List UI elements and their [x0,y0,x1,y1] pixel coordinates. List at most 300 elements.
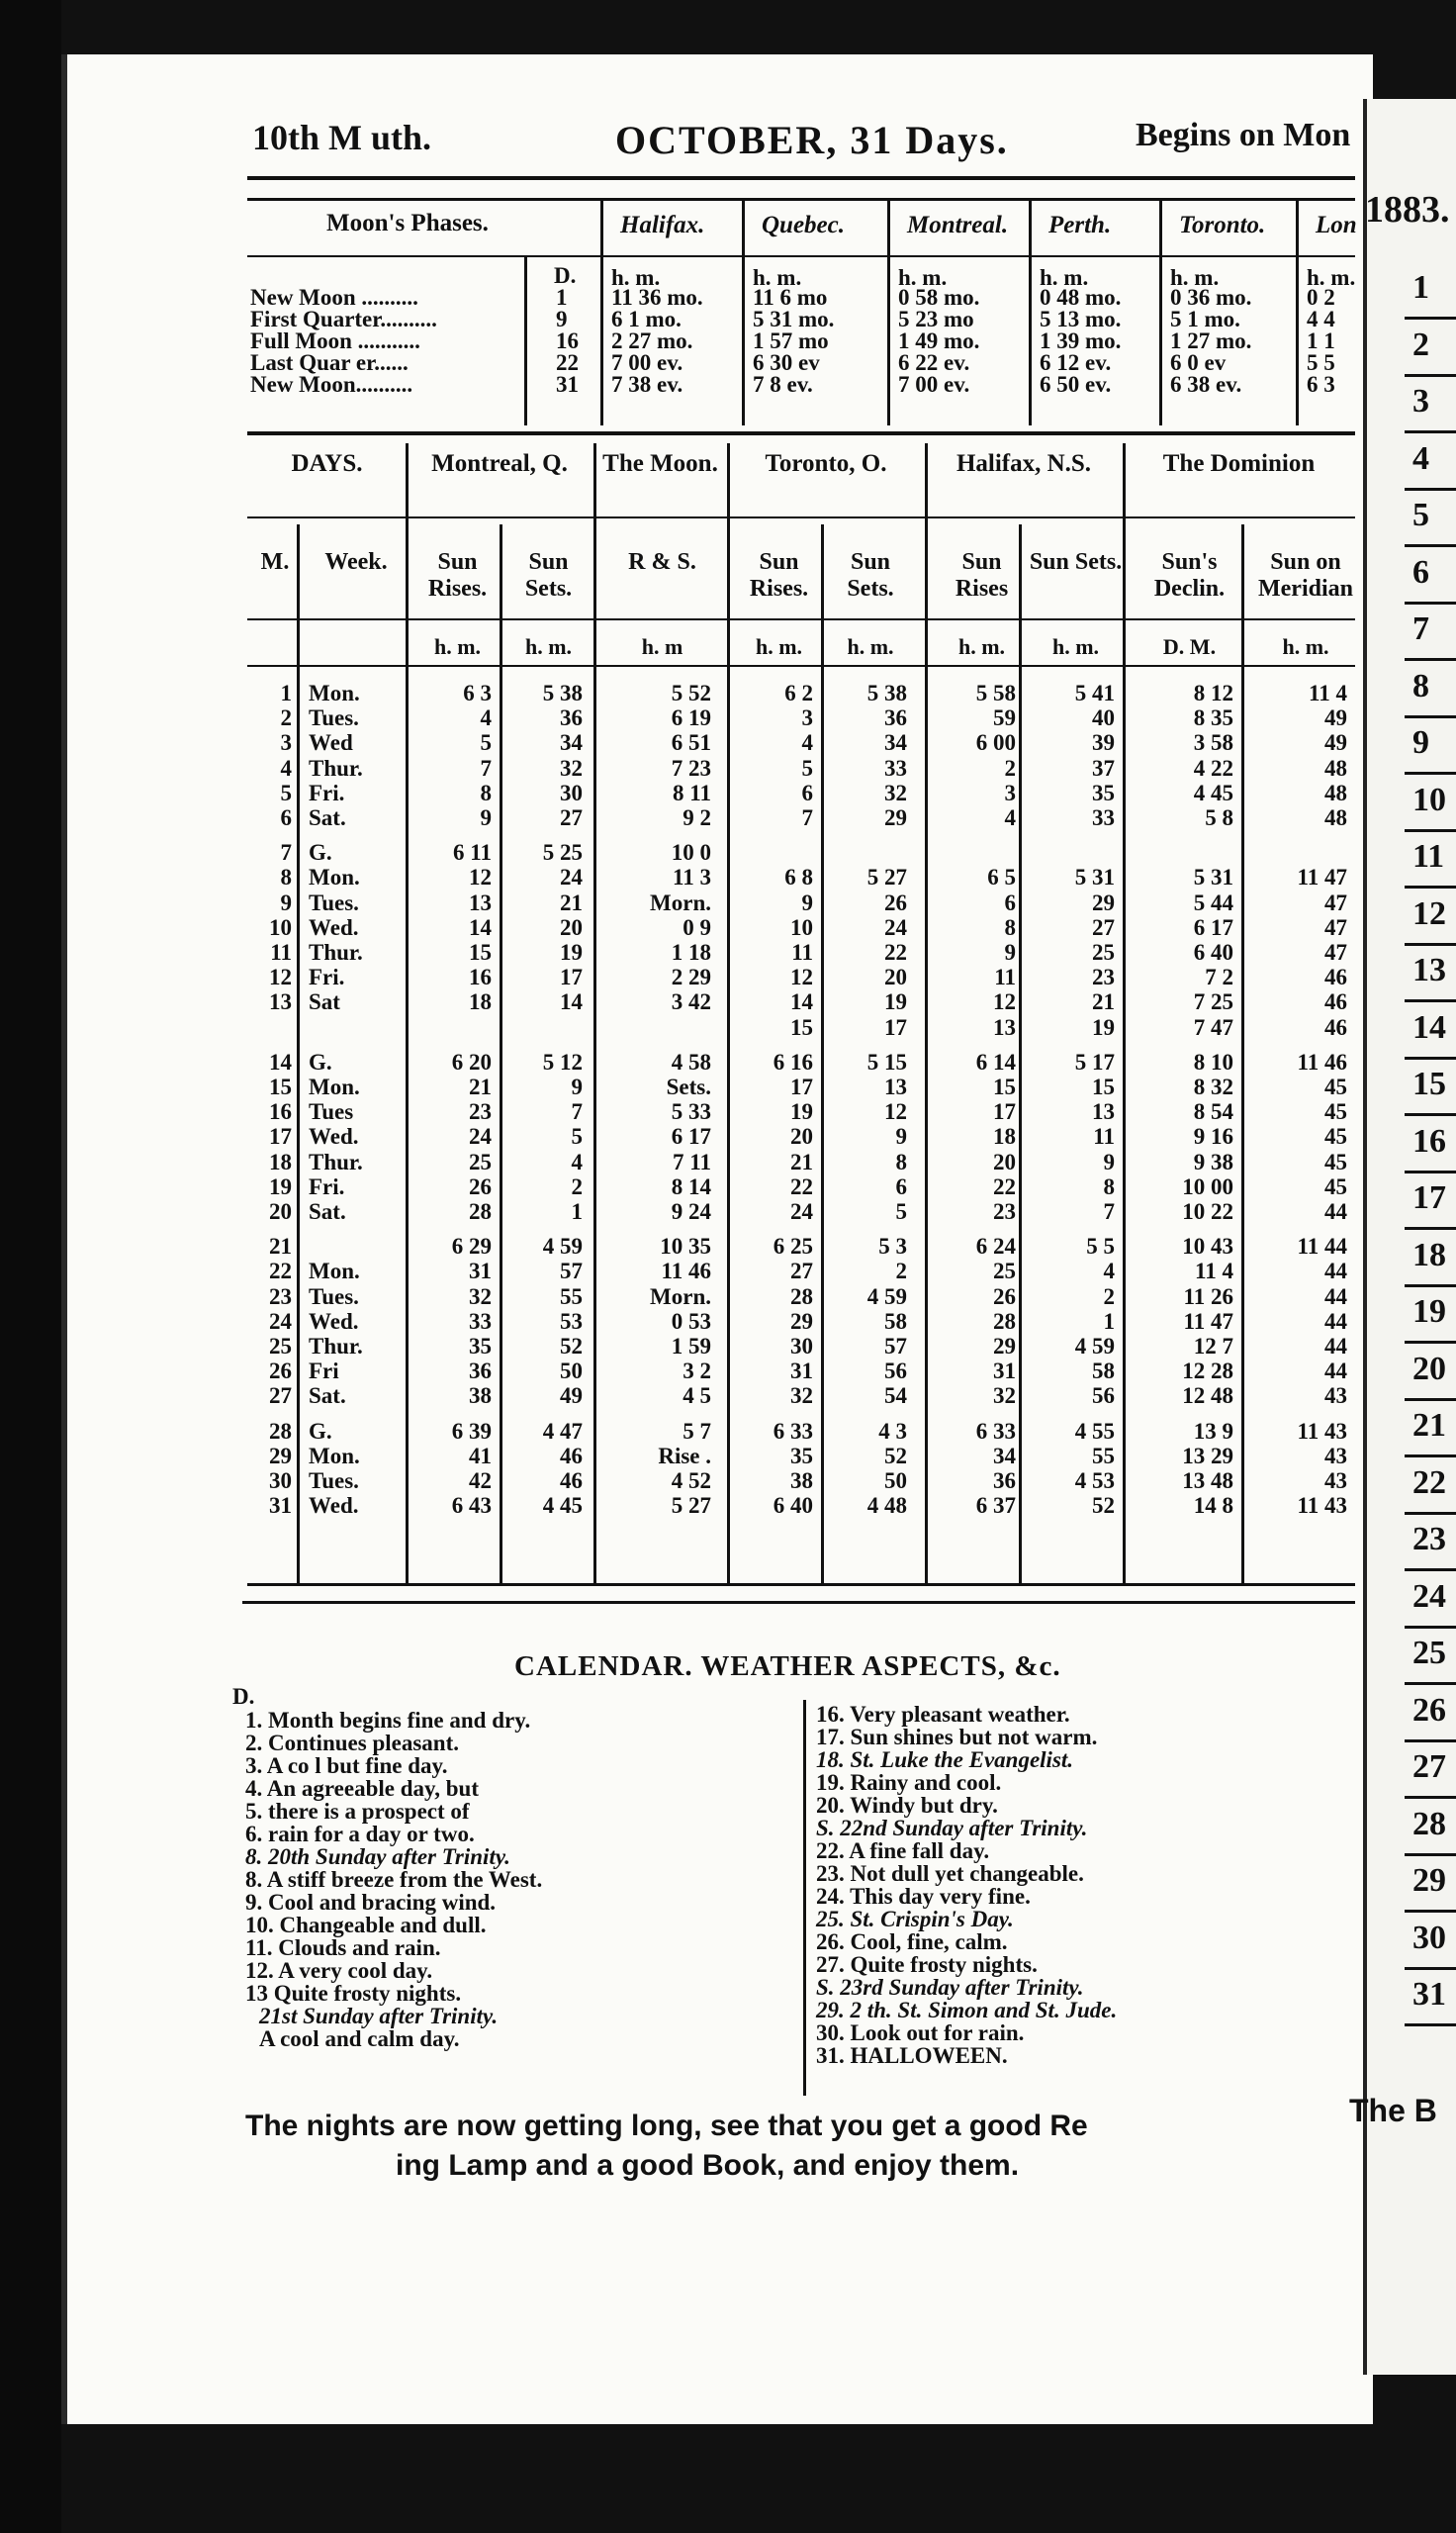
table-cell: Thur. [309,1334,363,1359]
table-cell: 6 [280,805,292,830]
phases-bottom-rule [247,431,1355,435]
table-cell: 1 [1103,1308,1115,1334]
table-cell: 47 [1324,940,1347,965]
table-cell: 47 [1324,890,1347,915]
table-cell: Wed. [309,914,359,940]
right-page-number: 18 [1412,1236,1446,1273]
table-cell: 5 25 [542,840,583,866]
table-cell: 35 [790,1443,813,1468]
table-cell: 11 [994,965,1016,990]
aspect-right-item: 22. A fine fall day. [816,1838,990,1863]
phase-time: 11 6 mo [753,285,828,310]
table-cell: 36 [560,705,583,731]
table-cell: 45 [1324,1075,1347,1099]
table-cell: Sat. [309,1383,346,1409]
right-page-rule [1405,1284,1456,1287]
table-cell: 49 [1324,705,1347,731]
table-cell: 13 9 [1193,1418,1233,1444]
table-cell: 8 [895,1149,907,1174]
table-cell: 31 [469,1259,492,1284]
table-cell: 29 [884,805,907,830]
table-cell: 57 [884,1334,907,1359]
table-cell: 8 [1103,1173,1115,1199]
table-cell: 4 [571,1149,583,1174]
table-cell: Sat [309,989,340,1015]
table-cell: 1 [571,1199,583,1224]
column-header: Sun Rises. [749,549,809,602]
table-cell: Rise . [658,1443,711,1468]
table-cell: 32 [993,1383,1016,1409]
table-cell: 26 [269,1359,292,1384]
table-cell: 26 [469,1173,492,1199]
table-cell: 44 [1324,1283,1347,1309]
table-cell: 27 [1092,914,1115,940]
table-cell: Wed. [309,1493,359,1519]
table-cell: G. [309,1049,332,1075]
table-cell: 6 5 [987,865,1016,891]
table-cell: 7 [571,1099,583,1125]
table-cell: 25 [993,1259,1016,1284]
table-cell: 45 [1324,1149,1347,1174]
table-cell: 13 29 [1182,1443,1233,1468]
city-header: Quebec. [762,212,845,238]
table-divider [297,524,300,1583]
table-cell: 2 [280,705,292,731]
table-cell: 5 58 [975,681,1016,705]
aspects-d-label: D. [232,1684,255,1709]
table-cell: 5 17 [1074,1049,1115,1075]
table-cell: Mon. [309,865,360,891]
table-cell: 12 [790,965,813,990]
table-cell: 20 [884,965,907,990]
phase-day: 9 [556,307,568,331]
table-cell: 17 [884,1014,907,1040]
table-cell: 3 42 [671,989,711,1015]
right-page-rule [1405,829,1456,832]
table-cell: 5 15 [866,1049,907,1075]
table-cell: 13 [269,989,292,1015]
phase-time: 6 1 mo. [611,307,682,331]
table-cell: 1 18 [671,940,711,965]
table-cell: 14 [269,1049,292,1075]
table-cell: 32 [884,780,907,805]
table-cell: 7 2 [1205,965,1233,990]
table-cell: 24 [469,1124,492,1150]
table-cell: 4 58 [671,1049,711,1075]
table-cell: 6 11 [453,840,492,866]
table-cell: 31 [269,1493,292,1519]
unit-label: h. m. [1282,634,1329,659]
city-header: Montreal. [907,212,1009,238]
aspect-right-item: 24. This day very fine. [816,1884,1031,1909]
table-cell: 11 44 [1297,1234,1347,1260]
table-cell: 6 33 [773,1418,813,1444]
table-cell: 13 [884,1075,907,1099]
city-divider [1029,198,1032,425]
right-page-rule [1405,772,1456,775]
phase-day: 31 [556,372,579,397]
table-cell: 29 [790,1308,813,1334]
aspects-rule [242,1601,1355,1604]
right-page-rule [1405,1910,1456,1913]
table-cell: 5 44 [1193,890,1233,915]
table-cell: 8 [280,865,292,891]
table-cell: 8 12 [1193,681,1233,705]
table-cell: 30 [269,1468,292,1493]
unit-rule [247,665,1355,667]
table-cell: Mon. [309,681,360,705]
table-cell: 5 8 [1205,805,1233,830]
table-cell: 15 [469,940,492,965]
table-cell: 18 [469,989,492,1015]
phase-name: Last Quar er...... [250,350,409,375]
column-header: R & S. [628,549,696,575]
table-cell: 9 24 [671,1199,711,1224]
phase-time: 2 27 mo. [611,328,693,353]
hm-label: h. m. [611,265,661,290]
header-rule [247,176,1355,180]
table-cell: 46 [1324,965,1347,990]
table-cell: 11 46 [1297,1049,1347,1075]
right-page-rule [1405,1454,1456,1457]
table-cell: 11 [270,940,292,965]
phases-top-rule [247,198,1355,201]
table-cell: 4 55 [1074,1418,1115,1444]
table-cell: 8 11 [673,780,711,805]
table-cell: 32 [790,1383,813,1409]
table-cell: 4 3 [878,1418,907,1444]
aspect-right-item: 25. St. Crispin's Day. [816,1907,1014,1931]
table-cell: 18 [269,1149,292,1174]
aspect-right-item: S. 22nd Sunday after Trinity. [816,1816,1088,1840]
table-cell: 19 [1092,1014,1115,1040]
phase-time: 1 1 [1307,328,1335,353]
hm-label: h. m. [898,265,948,290]
aspect-right-item: 30. Look out for rain. [816,2020,1025,2045]
table-cell: 6 14 [975,1049,1016,1075]
group-header: DAYS. [291,450,363,477]
right-page-rule [1405,374,1456,377]
table-cell: Fri. [309,965,345,990]
right-page-number: 9 [1412,724,1429,761]
table-cell: 7 47 [1193,1014,1233,1040]
table-cell: 11 3 [673,865,711,891]
table-cell: 27 [269,1383,292,1409]
phase-time: 6 12 ev. [1040,350,1112,375]
table-cell: 2 [895,1259,907,1284]
hm-label: h. m. [1040,265,1089,290]
table-cell: 17 [790,1075,813,1099]
right-page-rule [1405,602,1456,605]
table-cell: 24 [560,865,583,891]
table-cell: 25 [469,1149,492,1174]
table-cell: 14 [790,989,813,1015]
table-cell: 16 [469,965,492,990]
right-page-number: 1 [1412,269,1429,306]
column-header: Sun Rises [955,549,1009,602]
table-cell: Mon. [309,1075,360,1099]
table-cell: 9 2 [682,805,711,830]
phase-time: 7 00 ev. [898,372,970,397]
phase-time: 5 13 mo. [1040,307,1122,331]
table-cell: 15 [269,1075,292,1099]
table-cell: Fri. [309,1173,345,1199]
table-cell: 3 [801,705,813,731]
right-page-number: 14 [1412,1008,1446,1046]
table-cell: 7 [480,755,492,781]
hm-label: h. m. [1170,265,1220,290]
table-cell: 4 45 [1193,780,1233,805]
city-header: Toronto. [1179,212,1266,238]
table-cell: 54 [884,1383,907,1409]
table-cell: 14 8 [1193,1493,1233,1519]
group-header: Halifax, N.S. [956,450,1092,477]
table-cell: Tues. [309,1283,359,1309]
table-cell: 6 40 [773,1493,813,1519]
city-header: Halifax. [620,212,705,238]
table-cell: 48 [1324,805,1347,830]
table-cell: 17 [560,965,583,990]
right-page-number: 13 [1412,952,1446,988]
right-page-number: 16 [1412,1122,1446,1160]
aspect-left-item: 1. Month begins fine and dry. [245,1708,531,1733]
table-cell: 9 [480,805,492,830]
aspect-right-item: 29. 2 th. St. Simon and St. Jude. [816,1998,1118,2022]
right-page-number: 30 [1412,1919,1446,1956]
aspect-left-item: 13 Quite frosty nights. [245,1981,462,2006]
right-page-rule [1405,886,1456,889]
aspect-right-item: 27. Quite frosty nights. [816,1952,1038,1977]
table-cell: 15 [993,1075,1016,1099]
column-header: Sun Sets. [847,549,894,602]
page-title: OCTOBER, 31 Days. [615,118,1009,162]
table-cell: Tues [309,1099,354,1125]
right-page-rule [1405,1853,1456,1856]
table-cell: 48 [1324,755,1347,781]
table-cell: 46 [560,1468,583,1493]
right-page-rule [1405,488,1456,491]
table-cell: 7 23 [671,755,711,781]
table-cell: 44 [1324,1334,1347,1359]
table-cell: 11 46 [661,1259,711,1284]
right-page-number: 26 [1412,1691,1446,1729]
table-cell: 28 [790,1283,813,1309]
table-divider [593,443,596,1583]
table-bottom-rule [247,1583,1355,1586]
aspect-left-item: 8. A stiff breeze from the West. [245,1867,543,1892]
table-cell: 58 [1092,1359,1115,1384]
table-cell: 4 48 [866,1493,907,1519]
table-cell: 10 43 [1182,1234,1233,1260]
table-cell: 22 [884,940,907,965]
hm-label: h. m. [753,265,802,290]
table-cell: 29 [993,1334,1016,1359]
right-page-rule [1405,1512,1456,1515]
right-page-number: 24 [1412,1577,1446,1615]
right-page-rule [1405,1113,1456,1116]
table-cell: 5 33 [671,1099,711,1125]
table-cell: 10 [790,914,813,940]
phase-name: First Quarter.......... [250,307,437,331]
phase-day: 1 [556,285,568,310]
table-cell: G. [309,840,332,866]
right-page-rule [1405,1057,1456,1060]
right-page-rule [1405,1171,1456,1173]
table-cell: 9 [1004,940,1016,965]
table-cell: 56 [1092,1383,1115,1409]
phase-time: 1 49 mo. [898,328,980,353]
table-cell: 22 [269,1259,292,1284]
table-cell: 7 [280,840,292,866]
table-cell: 5 [280,780,292,805]
table-cell: 4 59 [542,1234,583,1260]
phase-time: 6 30 ev [753,350,820,375]
column-header: Week. [324,549,388,575]
aspect-right-item: 18. St. Luke the Evangelist. [816,1747,1074,1772]
table-cell: 23 [1092,965,1115,990]
table-cell: 16 [269,1099,292,1125]
phase-time: 6 22 ev. [898,350,970,375]
table-cell: 22 [993,1173,1016,1199]
table-divider [1123,443,1126,1583]
table-cell: 4 5 [682,1383,711,1409]
table-cell: 27 [790,1259,813,1284]
table-cell: 8 54 [1193,1099,1233,1125]
table-cell: 12 [469,865,492,891]
aspect-left-item: 10. Changeable and dull. [245,1913,487,1937]
table-cell: 11 4 [1195,1259,1233,1284]
table-cell: 5 27 [671,1493,711,1519]
table-cell: 3 [280,730,292,756]
table-cell: 25 [269,1334,292,1359]
right-page-number: 25 [1412,1635,1446,1671]
table-cell: 25 [1092,940,1115,965]
table-cell: 22 [790,1173,813,1199]
table-cell: 28 [269,1418,292,1444]
table-cell: Fri [309,1359,339,1384]
table-cell: 26 [884,890,907,915]
table-cell: Sat. [309,1199,346,1224]
group-header: The Moon. [602,450,718,477]
table-cell: 0 53 [671,1308,711,1334]
unit-label: h. m. [847,634,894,659]
table-cell: 5 31 [1074,865,1115,891]
table-cell: 4 59 [1074,1334,1115,1359]
table-cell: 34 [993,1443,1016,1468]
table-cell: 6 2 [784,681,813,705]
table-cell: 9 38 [1193,1149,1233,1174]
table-cell: 4 53 [1074,1468,1115,1493]
table-cell: 14 [560,989,583,1015]
right-page-rule [1405,1626,1456,1629]
table-cell: 9 [1103,1149,1115,1174]
unit-label: D. M. [1162,634,1217,659]
table-cell: 30 [790,1334,813,1359]
right-page-number: 7 [1412,610,1429,647]
table-cell: 6 20 [451,1049,492,1075]
table-cell: 11 4 [1309,681,1347,705]
right-page-rule [1405,1341,1456,1344]
table-cell: 12 7 [1193,1334,1233,1359]
right-page-number: 15 [1412,1066,1446,1102]
table-cell: Mon. [309,1443,360,1468]
table-cell: 21 [560,890,583,915]
table-cell: 46 [560,1443,583,1468]
table-cell: 9 [280,890,292,915]
phase-time: 0 36 mo. [1170,285,1252,310]
column-header: Sun Sets. [524,549,573,602]
table-cell: 0 9 [682,914,711,940]
table-cell: 8 10 [1193,1049,1233,1075]
table-cell: 26 [993,1283,1016,1309]
table-cell: 24 [790,1199,813,1224]
aspect-right-item: S. 23rd Sunday after Trinity. [816,1975,1084,2000]
table-cell: 10 35 [660,1234,711,1260]
unit-label: h. m. [524,634,573,659]
table-cell: 4 [480,705,492,731]
table-cell: 45 [1324,1124,1347,1150]
table-cell: 8 32 [1193,1075,1233,1099]
table-cell: 37 [1092,755,1115,781]
table-cell: 12 [269,965,292,990]
right-page-number: 11 [1412,838,1445,875]
table-cell: 20 [993,1149,1016,1174]
phases-name-divider [524,255,527,425]
right-page-rule [1405,999,1456,1002]
right-page-number: 6 [1412,553,1429,591]
table-cell: 11 47 [1297,865,1347,891]
group-header: Toronto, O. [765,450,887,477]
right-page-rule [1405,1568,1456,1571]
table-cell: 3 [1004,780,1016,805]
table-cell: 19 [560,940,583,965]
right-page-rule [1405,943,1456,946]
right-page-number: 12 [1412,894,1446,932]
phase-time: 6 38 ev. [1170,372,1242,397]
table-cell: 24 [269,1308,292,1334]
book-binding [0,0,61,2533]
table-cell: 2 [1103,1283,1115,1309]
table-cell: 9 [801,890,813,915]
column-header: Sun on Meridian [1258,549,1353,602]
phase-time: 0 2 [1307,285,1335,310]
table-cell: 33 [1092,805,1115,830]
aspect-left-item: 3. A co l but fine day. [245,1753,448,1778]
table-cell: Fri. [309,780,345,805]
phase-time: 7 38 ev. [611,372,683,397]
right-page-number: 17 [1412,1179,1446,1216]
table-cell: 55 [560,1283,583,1309]
table-cell: 19 [269,1173,292,1199]
table-cell: 6 17 [1193,914,1233,940]
right-page-rule [1405,544,1456,547]
aspect-right-item: 31. HALLOWEEN. [816,2043,1008,2068]
table-cell: 4 [1004,805,1016,830]
table-cell: 5 7 [682,1418,711,1444]
table-cell: 1 [280,681,292,705]
table-cell: 1 59 [671,1334,711,1359]
phase-time: 6 3 [1307,372,1335,397]
table-cell: 6 16 [773,1049,813,1075]
right-page-number: 31 [1412,1976,1446,2013]
table-cell: 5 31 [1193,865,1233,891]
right-page-number: 27 [1412,1748,1446,1785]
table-cell: 53 [560,1308,583,1334]
table-cell: 7 11 [673,1149,711,1174]
table-cell: 35 [1092,780,1115,805]
table-cell: 8 14 [671,1173,711,1199]
hm-label: h. m. [1307,265,1356,290]
